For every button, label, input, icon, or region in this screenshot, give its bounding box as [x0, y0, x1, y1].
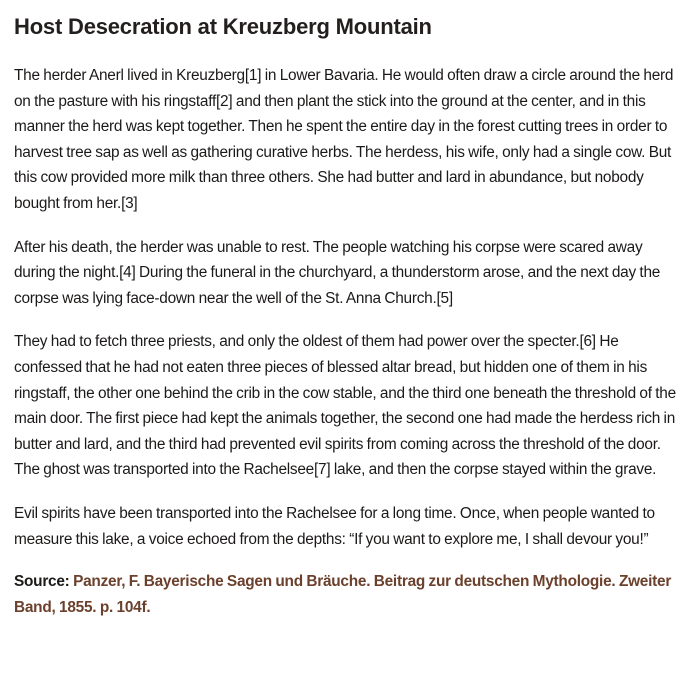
paragraph-4: Evil spirits have been transported into the Rachelsee for a long time. Once, when people wanted to measure this lake, a voice echoed from the depths: “If you want to explore me, I shall devour you!”: [14, 504, 655, 548]
source-label: Source:: [14, 573, 70, 591]
paragraph-1: The herder Anerl lived in Kreuzberg[1] in Lower Bavaria. He would often draw a circle around the herd on the pasture with his ringstaff[2] and then plant the stick into the ground at the center, and in this manner the herd was kept together. Then he spent the entire day in the forest cutting trees in order to harvest tree sap as well as gathering curative herbs. The herdess, his wife, only had a single cow. But this cow provided more milk than three others. She had butter and lard in abundance, but nobody bought from her.[3]: [14, 67, 674, 212]
source-citation: [14, 569, 676, 620]
article-title: Host Desecration at Kreuzberg Mountain: [14, 14, 432, 39]
paragraph-2: After his death, the herder was unable to rest. The people watching his corpse were scared away during the night.[4] During the funeral in the churchyard, a thunderstorm arose, and the next day the corpse was lying face-down near the well of the St. Anna Church.[5]: [14, 238, 661, 307]
source-link[interactable]: Panzer, F. Bayerische Sagen und Bräuche. Beitrag zur deutschen Mythologie. Zweiter Band, 1855. p. 104f.: [14, 573, 672, 616]
paragraph-3: They had to fetch three priests, and only the oldest of them had power over the specter.[6] He confessed that he had not eaten three pieces of blessed altar bread, but hidden one of them in his ringstaff, the other one behind the crib in the cow stable, and the third one beneath the threshold of the main door. The first piece had kept the animals together, the second one had made the herdess rich in butter and lard, and the third had prevented evil spirits from coming across the threshold of the door. The ghost was transported into the Rachelsee[7] lake, and then the corpse stayed within the grave.: [14, 333, 676, 479]
